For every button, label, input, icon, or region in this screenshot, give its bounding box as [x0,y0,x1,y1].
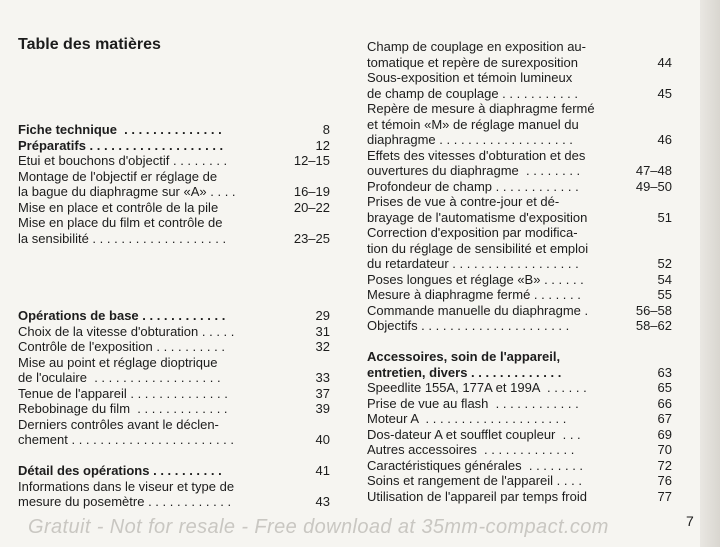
toc-entry-page: 76 [657,473,672,488]
toc-entry-text: Fiche technique . . . . . . . . . . . . . . [18,122,222,137]
toc-entry-text: Mesure à diaphragme fermé . . . . . . . [367,287,581,302]
toc-entry-page: 37 [315,385,330,401]
toc-entry-text: Effets des vitesses d'obturation et des ouvertures du diaphragme . . . . . . . . [367,147,586,178]
toc-entry-text: Etui et bouchons d'objectif . . . . . . . . [18,153,228,168]
toc-entry-flash[interactable] [367,396,672,412]
toc-entry-text: Détail des opérations . . . . . . . . . . [18,463,222,478]
adjacent-page-edge [700,0,720,547]
toc-entry-text: Sous-exposition et témoin lumineux de champ de couplage . . . . . . . . . . . [367,70,579,101]
toc-entry-preparatifs[interactable] [18,138,330,154]
toc-entry-page: 55 [657,287,672,302]
toc-entry-text: Utilisation de l'appareil par temps froid [367,488,587,504]
toc-entry-page: 45 [657,85,672,101]
toc-entry-page: 52 [657,256,672,271]
toc-entry-vitesse[interactable] [18,324,330,340]
toc-entry-derniers-controles[interactable] [18,417,330,448]
toc-entry-page: 70 [657,442,672,457]
toc-entry-effets-vitesses[interactable] [367,148,672,179]
toc-entry-profondeur-champ[interactable] [367,179,672,195]
toc-entry-page: 33 [315,370,330,385]
toc-entry-speedlite[interactable] [367,380,672,396]
page-number: 7 [686,513,694,529]
toc-entry-text: Rebobinage du film . . . . . . . . . . . . . [18,401,228,416]
toc-entry-caracteristiques[interactable] [367,458,672,474]
toc-entry-film[interactable] [18,215,330,246]
toc-left-column [18,36,330,510]
toc-entry-page: 72 [657,457,672,473]
toc-list-right [367,39,672,504]
toc-entry-page: 66 [657,395,672,411]
toc-entry-page: 63 [657,364,672,380]
toc-entry-poses-longues[interactable] [367,272,672,288]
toc-entry-text: Poses longues et réglage «B» . . . . . . [367,271,584,287]
toc-entry-page: 16–19 [293,184,330,199]
toc-entry-objectifs[interactable] [367,318,672,334]
toc-entry-text: Soins et rangement de l'appareil . . . . [367,473,582,488]
toc-entry-etui[interactable] [18,153,330,169]
toc-entry-text: Opérations de base . . . . . . . . . . . . [18,308,226,323]
toc-entry-text: Accessoires, soin de l'appareil, entretien, divers . . . . . . . . . . . . . [367,349,562,380]
toc-entry-text: Profondeur de champ . . . . . . . . . . . . [367,178,579,194]
toc-entry-text: Dos-dateur A et soufflet coupleur . . . [367,426,581,442]
toc-entry-page: 12 [315,137,330,153]
toc-entry-diaphragme-ferme[interactable] [367,287,672,303]
toc-entry-text: Caractéristiques générales . . . . . . . . [367,457,584,473]
toc-entry-autres-accessoires[interactable] [367,442,672,458]
blank-space [18,246,330,308]
blank-space [367,334,672,350]
toc-entry-mise-au-point[interactable] [18,355,330,386]
toc-entry-page: 51 [657,209,672,225]
toc-entry-page: 23–25 [293,230,330,246]
toc-entry-text: Correction d'exposition par modifica- tion du réglage de sensibilité et emploi du retardateur . . . . . . . . . . . . . . . . . . [367,225,589,271]
toc-entry-pile[interactable] [18,200,330,216]
toc-entry-text: Prise de vue au flash . . . . . . . . . . . . [367,395,579,411]
toc-entry-page: 20–22 [293,199,330,215]
toc-list-left [18,122,330,510]
toc-entry-page: 40 [315,432,330,447]
toc-entry-temps-froid[interactable] [367,489,672,505]
toc-entry-page: 49–50 [635,178,672,194]
toc-entry-text: Choix de la vitesse d'obturation . . . . . [18,323,235,339]
toc-entry-page: 32 [315,339,330,354]
toc-entry-page: 69 [657,426,672,442]
toc-entry-operations-de-base[interactable] [18,308,330,324]
toc-entry-exposition[interactable] [18,339,330,355]
toc-entry-detail-operations[interactable] [18,463,330,479]
toc-entry-sous-exposition[interactable] [367,70,672,101]
toc-entry-page: 44 [657,54,672,70]
toc-entry-page: 77 [657,488,672,504]
toc-entry-text: Tenue de l'appareil . . . . . . . . . . . . . . [18,385,228,401]
toc-entry-page: 39 [315,401,330,416]
toc-entry-text: Contrôle de l'exposition . . . . . . . . . . [18,339,225,354]
toc-entry-tenue[interactable] [18,386,330,402]
toc-entry-text: Montage de l'objectif er réglage de la bague du diaphragme sur «A» . . . . [18,168,236,199]
blank-space [18,60,330,122]
toc-entry-page: 43 [315,494,330,509]
toc-entry-repere-mesure[interactable] [367,101,672,148]
toc-entry-page: 56–58 [635,302,672,318]
toc-entry-text: Mise en place et contrôle de la pile [18,199,219,215]
toc-entry-montage-objectif[interactable] [18,169,330,200]
toc-entry-text: Repère de mesure à diaphragme fermé et témoin «M» de réglage manuel du diaphragme . . . . . . . . . . . . . . . . . . . [367,101,595,147]
toc-entry-page: 54 [657,271,672,287]
toc-entry-text: Speedlite 155A, 177A et 199A . . . . . . [367,380,587,395]
toc-entry-page: 47–48 [635,163,672,178]
toc-entry-moteur[interactable] [367,411,672,427]
page-title: Table des matières [18,36,161,53]
toc-entry-page: 8 [322,122,330,137]
toc-entry-text: Mise en place du film et contrôle de la sensibilité . . . . . . . . . . . . . . . . . . . [18,215,227,246]
toc-entry-commande-manuelle[interactable] [367,303,672,319]
toc-entry-page: 12–15 [293,153,330,168]
toc-entry-page: 58–62 [635,318,672,333]
toc-entry-text: Prises de vue à contre-jour et dé- brayage de l'automatisme d'exposition [367,194,588,225]
watermark-footer: Gratuit - Not for resale - Free download at 35mm-compact.com [28,516,609,538]
toc-entry-dos-dateur[interactable] [367,427,672,443]
toc-entry-rebobinage[interactable] [18,401,330,417]
toc-entry-champ-couplage[interactable] [367,39,672,70]
toc-entry-page: 31 [315,323,330,339]
toc-entry-soins-rangement[interactable] [367,473,672,489]
blank-space [18,448,330,464]
toc-entry-fiche-technique[interactable] [18,122,330,138]
toc-entry-text: Autres accessoires . . . . . . . . . . . . . [367,442,575,457]
toc-entry-text: Commande manuelle du diaphragme . [367,302,589,318]
toc-entry-text: Derniers contrôles avant le déclen- chement . . . . . . . . . . . . . . . . . . . . . . . [18,416,235,447]
toc-entry-text: Mise au point et réglage dioptrique de l'oculaire . . . . . . . . . . . . . . . . . . [18,354,221,385]
toc-entry-text: Informations dans le viseur et type de mesure du posemètre . . . . . . . . . . . . [18,478,235,509]
toc-entry-text: Moteur A . . . . . . . . . . . . . . . . . . . . [367,411,567,426]
toc-right-column [367,39,672,504]
toc-entry-text: Champ de couplage en exposition au- tomatique et repère de surexposition [367,39,586,70]
toc-entry-correction-exposition[interactable] [367,225,672,272]
toc-entry-page: 46 [657,132,672,147]
toc-entry-contre-jour[interactable] [367,194,672,225]
toc-entry-informations-viseur[interactable] [18,479,330,510]
toc-entry-text: Préparatifs . . . . . . . . . . . . . . . . . . . [18,137,224,153]
toc-entry-accessoires[interactable] [367,349,672,380]
toc-entry-text: Objectifs . . . . . . . . . . . . . . . . . . . . . [367,318,570,333]
toc-entry-page: 67 [657,411,672,426]
toc-entry-page: 65 [657,380,672,395]
toc-entry-page: 41 [315,463,330,478]
toc-entry-page: 29 [315,308,330,323]
